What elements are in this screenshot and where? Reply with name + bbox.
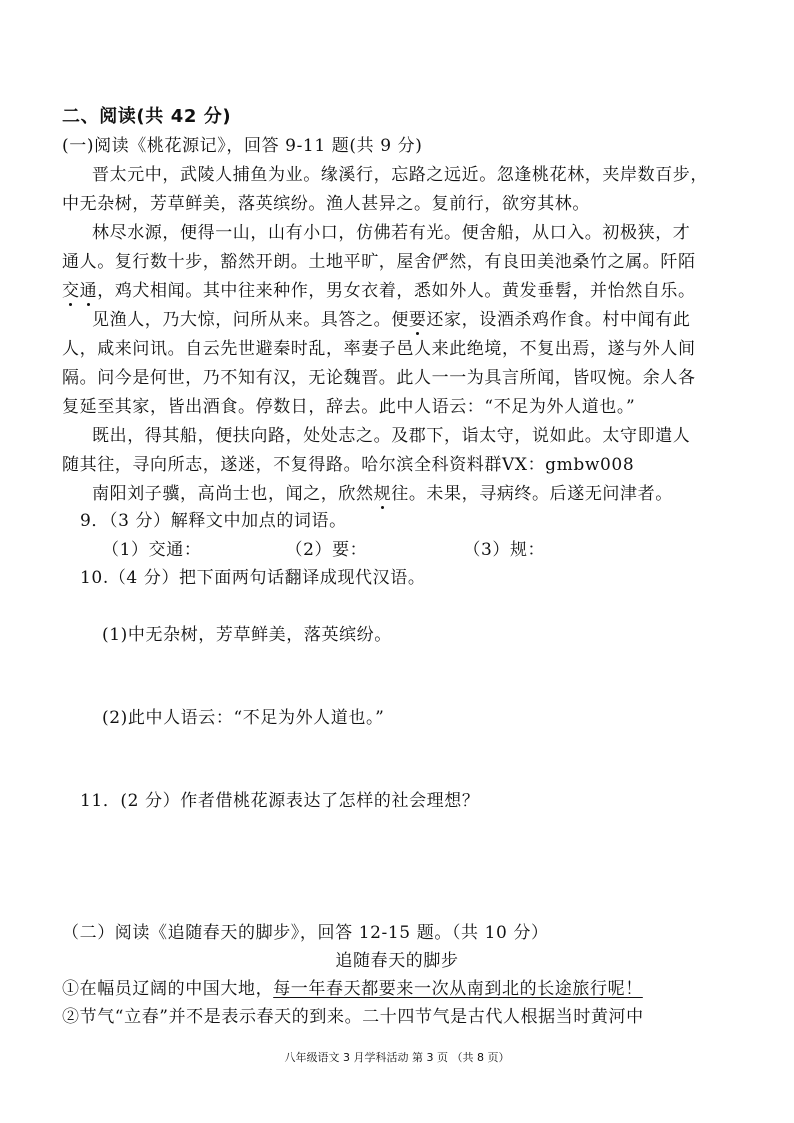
- passage-line: 中无杂树，芳草鲜美，落英缤纷。渔人甚异之。复前行，欲穷其林。: [62, 194, 590, 214]
- article-title: 追随春天的脚步: [335, 951, 459, 971]
- passage-text: ，鸡犬相闻。其中往来种作，男女衣着，悉如外人。黄发垂髫，并怡然自乐。: [97, 281, 696, 301]
- article-line: ②节气“立春”并不是表示春天的到来。二十四节气是古代人根据当时黄河中: [62, 1007, 644, 1027]
- part1-header: (一)阅读《桃花源记》，回答 9-11 题(共 9 分): [62, 136, 423, 156]
- page-footer: 八年级语文 3 月学科活动 第 3 页 （共 8 页）: [284, 1051, 510, 1064]
- passage-line: 晋太元中，武陵人捕鱼为业。缘溪行，忘路之远近。忽逢桃花林，夹岸数百步，: [92, 165, 708, 185]
- passage-line: 随其往，寻向所志，遂迷，不复得路。哈尔滨全科资料群VX：gmbw008: [62, 455, 635, 475]
- passage-text: 还家，设酒杀鸡作食。村中闻有此: [426, 310, 691, 330]
- passage-line: 林尽水源，便得一山，山有小口，仿佛若有光。便舍船，从口入。初极狭，才: [92, 223, 691, 243]
- part2-header: （二）阅读《追随春天的脚步》，回答 12-15 题。（共 10 分）: [62, 923, 549, 943]
- dotted-word: 通: [80, 276, 98, 301]
- question-9: 9．（3 分）解释文中加点的词语。: [80, 511, 347, 531]
- passage-line: [92, 479, 673, 504]
- dotted-word: 规: [374, 479, 392, 504]
- passage-line: 复延至其家，皆出酒食。停数日，辞去。此中人语云：“不足为外人道也。”: [62, 397, 636, 417]
- question-10: 10.（4 分）把下面两句话翻译成现代汉语。: [80, 568, 426, 588]
- article-text: ①在幅员辽阔的中国大地，: [62, 979, 274, 999]
- dotted-word: 要: [409, 305, 427, 330]
- underlined-sentence: 每一年春天都要来一次从南到北的长途旅行呢！: [273, 979, 643, 999]
- passage-line: 人，咸来问讯。自云先世避秦时乱，率妻子邑人来此绝境，不复出焉，遂与外人间: [62, 339, 696, 359]
- question-10-2: (2)此中人语云：“不足为外人道也。”: [102, 708, 385, 728]
- passage-line: 既出，得其船，便扶向路，处处志之。及郡下，诣太守，说如此。太守即遣人: [92, 426, 691, 446]
- passage-line: 通人。复行数十步，豁然开朗。土地平旷，屋舍俨然，有良田美池桑竹之属。阡陌: [62, 252, 696, 272]
- question-9-items: （1）交通： （2）要： （3）规：: [102, 540, 546, 560]
- passage-text: 往。未果，寻病终。后遂无问津者。: [391, 484, 673, 504]
- dotted-word: 交: [62, 276, 80, 301]
- passage-line: [92, 305, 690, 330]
- passage-text: 南阳刘子骥，高尚士也，闻之，欣然: [92, 484, 374, 504]
- passage-text: 见渔人，乃大惊，问所从来。具答之。便: [92, 310, 409, 330]
- passage-line: 隔。问今是何世，乃不知有汉，无论魏晋。此人一一为具言所闻，皆叹惋。余人各: [62, 368, 696, 388]
- question-11: 11．(2 分）作者借桃花源表达了怎样的社会理想？: [80, 791, 480, 811]
- passage-line: [62, 276, 696, 301]
- article-line: [62, 974, 643, 999]
- section-title: 二、阅读(共 42 分): [62, 106, 232, 127]
- question-10-1: (1)中无杂树，芳草鲜美，落英缤纷。: [102, 625, 392, 645]
